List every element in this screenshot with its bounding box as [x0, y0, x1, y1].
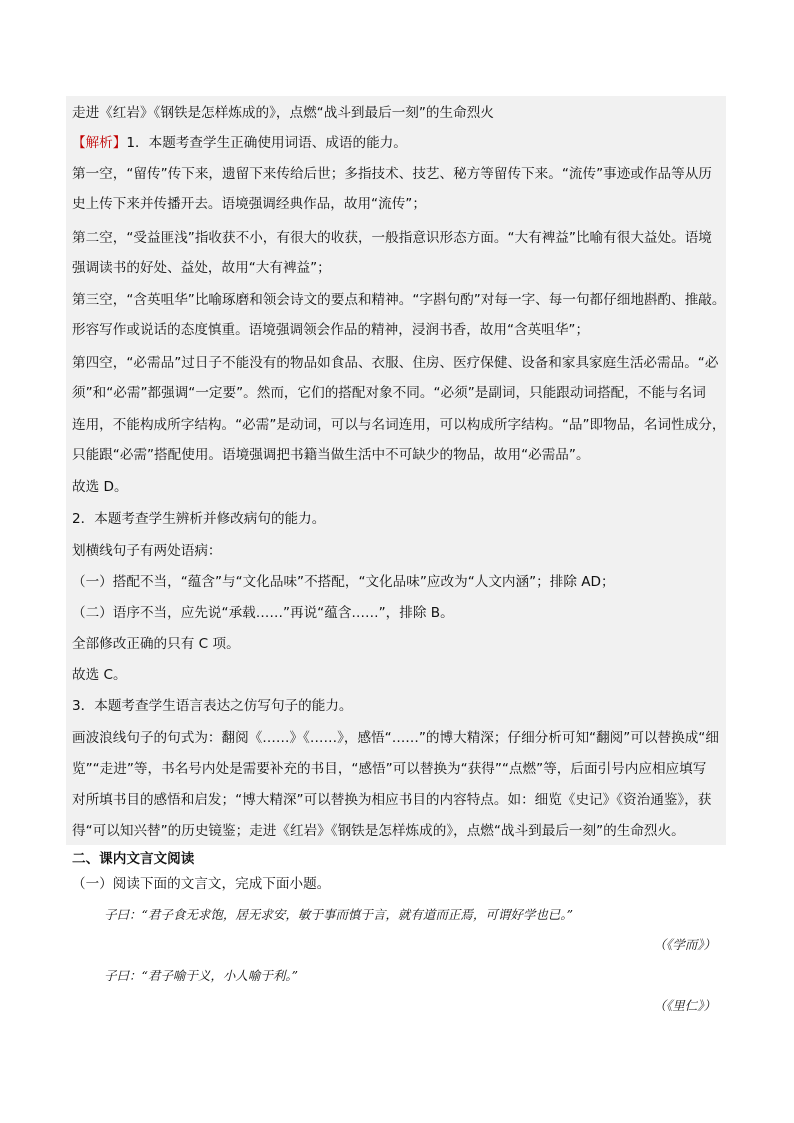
- analysis-line: 须”和“必需”都强调“一定要”。然而，它们的搭配对象不同。“必须”是副词，只能跟动词搭配，不能与名词: [72, 385, 706, 401]
- classical-quote: 子曰：“君子喻于义，小人喻于利。”: [104, 968, 299, 983]
- quote-source: （《学而》）: [653, 937, 716, 952]
- analysis-line: 2．本题考查学生辨析并修改病句的能力。: [72, 511, 326, 527]
- analysis-line: 史上传下来并传播开去。语境强调经典作品，故用“流传”；: [72, 196, 426, 212]
- analysis-line: 连用，不能构成所字结构。“必需”是动词，可以与名词连用，可以构成所字结构。“品”即物品，名词性成分，: [72, 417, 726, 433]
- analysis-heading: [72, 134, 407, 152]
- analysis-line: （一）搭配不当，“蕴含”与“文化品味”不搭配，“文化品味”应改为“人文内涵”；排除 AD；: [72, 574, 615, 590]
- analysis-line: 第一空，“留传”传下来，遗留下来传给后世；多指技术、技艺、秘方等留传下来。“流传”事迹或作品等从历: [72, 166, 712, 182]
- analysis-line: 划横线句子有两处语病：: [72, 543, 222, 559]
- analysis-line: 形容写作或说话的态度慎重。语境强调领会作品的精神，浸润书香，故用“含英咀华”；: [72, 322, 590, 338]
- analysis-line: 只能跟“必需”搭配使用。语境强调把书籍当做生活中不可缺少的物品，故用“必需品”。: [72, 447, 590, 463]
- analysis-line: 得“可以知兴替”的历史镜鉴；走进《红岩》《钢铁是怎样炼成的》，点燃“战斗到最后一刻”的生命烈火。: [72, 823, 685, 839]
- analysis-line: 全部修改正确的只有 C 项。: [72, 636, 240, 652]
- analysis-line: 强调读书的好处、益处，故用“大有裨益”；: [72, 260, 331, 276]
- analysis-line: 览”“走进”等，书名号内处是需要补充的书目，“感悟”可以替换为“获得”“点燃”等，后面引号内应相应填写: [72, 761, 707, 777]
- analysis-line: （二）语序不当，应先说“承载……”再说“蕴含……”，排除 B。: [72, 605, 454, 621]
- section-subheading: （一）阅读下面的文言文，完成下面小题。: [72, 876, 331, 892]
- quote-source: （《里仁》）: [653, 998, 716, 1013]
- analysis-intro: 1．本题考查学生正确使用词语、成语的能力。: [126, 135, 407, 151]
- analysis-line: 故选 D。: [72, 479, 128, 495]
- analysis-line: 第二空，“受益匪浅”指收获不小，有很大的收获，一般指意识形态方面。“大有裨益”比喻有很大益处。语境: [72, 230, 712, 246]
- analysis-line: 画波浪线句子的句式为：翻阅《……》《……》，感悟“……”的博大精深；仔细分析可知“翻阅”可以替换成“细: [72, 730, 719, 746]
- section-heading: 二、课内文言文阅读: [72, 851, 195, 867]
- analysis-line: 对所填书目的感悟和启发；“博大精深”可以替换为相应书目的内容特点。如：细览《史记》《资治通鉴》，获: [72, 792, 712, 808]
- analysis-tag: 【解析】: [72, 135, 127, 151]
- analysis-line: 故选 C。: [72, 667, 127, 683]
- classical-quote: 子曰：“君子食无求饱，居无求安，敏于事而慎于言，就有道而正焉，可谓好学也已。”: [104, 907, 574, 922]
- analysis-line: 第三空，“含英咀华”比喻琢磨和领会诗文的要点和精神。“字斟句酌”对每一字、每一句都仔细地斟酌、推敲。: [72, 292, 726, 308]
- analysis-line: 第四空，“必需品”过日子不能没有的物品如食品、衣服、住房、医疗保健、设备和家具家庭生活必需品。“必: [72, 355, 719, 371]
- analysis-line: 3．本题考查学生语言表达之仿写句子的能力。: [72, 698, 353, 714]
- answer-line: 走进《红岩》《钢铁是怎样炼成的》，点燃“战斗到最后一刻”的生命烈火: [72, 105, 494, 121]
